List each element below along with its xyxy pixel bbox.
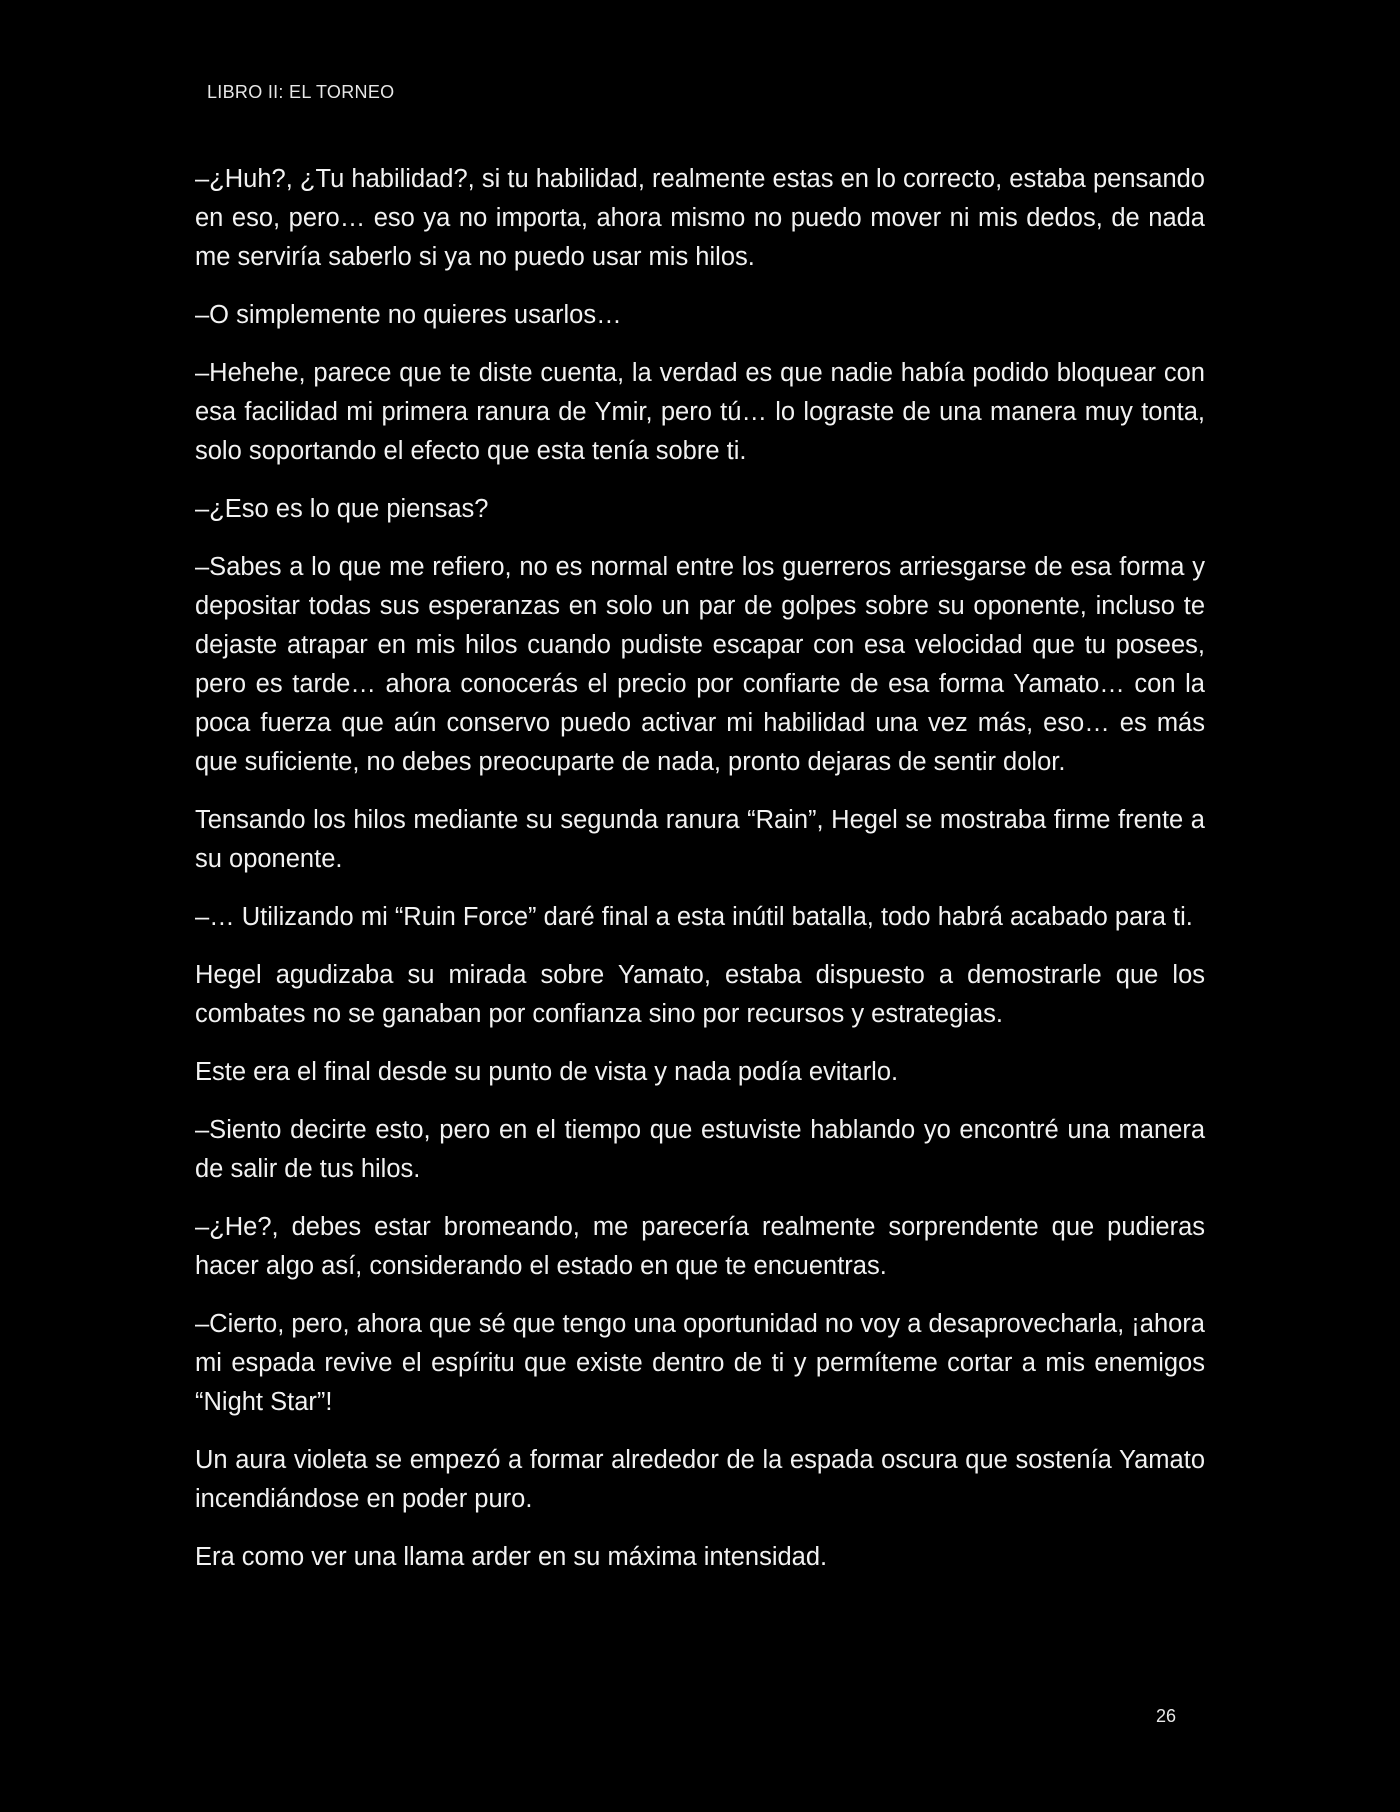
body-text: [195, 160, 1205, 1596]
paragraph: –Hehehe, parece que te diste cuenta, la verdad es que nadie había podido bloquear con esa facilidad mi primera ranura de Ymir, pero tú… lo lograste de una manera muy tonta, solo soportando el efecto que esta tenía sobre ti.: [195, 359, 1205, 465]
paragraph: –¿Eso es lo que piensas?: [195, 495, 489, 523]
paragraph: Un aura violeta se empezó a formar alrededor de la espada oscura que sostenía Yamato incendiándose en poder puro.: [195, 1446, 1205, 1513]
paragraph: –O simplemente no quieres usarlos…: [195, 301, 622, 329]
paragraph: –Siento decirte esto, pero en el tiempo que estuviste hablando yo encontré una manera de salir de tus hilos.: [195, 1116, 1205, 1183]
paragraph: –Sabes a lo que me refiero, no es normal entre los guerreros arriesgarse de esa forma y depositar todas sus esperanzas en solo un par de golpes sobre su oponente, incluso te dejaste atrapar en mis hilos cuando pudiste escapar con esa velocidad que tu posees, pero es tarde… ahora conocerás el precio por confiarte de esa forma Yamato… con la poca fuerza que aún conservo puedo activar mi habilidad una vez más, eso… es más que suficiente, no debes preocuparte de nada, pronto dejaras de sentir dolor.: [195, 553, 1205, 776]
paragraph: Hegel agudizaba su mirada sobre Yamato, estaba dispuesto a demostrarle que los combates no se ganaban por confianza sino por recursos y estrategias.: [195, 961, 1205, 1028]
paragraph: Tensando los hilos mediante su segunda ranura “Rain”, Hegel se mostraba firme frente a su oponente.: [195, 806, 1205, 873]
paragraph: –¿Huh?, ¿Tu habilidad?, si tu habilidad, realmente estas en lo correcto, estaba pensando en eso, pero… eso ya no importa, ahora mismo no puedo mover ni mis dedos, de nada me serviría saberlo si ya no puedo usar mis hilos.: [195, 165, 1205, 271]
paragraph: Este era el final desde su punto de vista y nada podía evitarlo.: [195, 1058, 899, 1086]
paragraph: –¿He?, debes estar bromeando, me parecería realmente sorprendente que pudieras hacer algo así, considerando el estado en que te encuentras.: [195, 1213, 1205, 1280]
page-number: 26: [1155, 1706, 1176, 1726]
paragraph: –Cierto, pero, ahora que sé que tengo una oportunidad no voy a desaprovecharla, ¡ahora mi espada revive el espíritu que existe dentro de ti y permíteme cortar a mis enemigos “Night Star”!: [195, 1310, 1205, 1416]
paragraph: –… Utilizando mi “Ruin Force” daré final a esta inútil batalla, todo habrá acabado para ti.: [195, 903, 1193, 931]
paragraph: Era como ver una llama arder en su máxima intensidad.: [195, 1543, 828, 1571]
running-header: LIBRO II: EL TORNEO: [207, 82, 395, 102]
